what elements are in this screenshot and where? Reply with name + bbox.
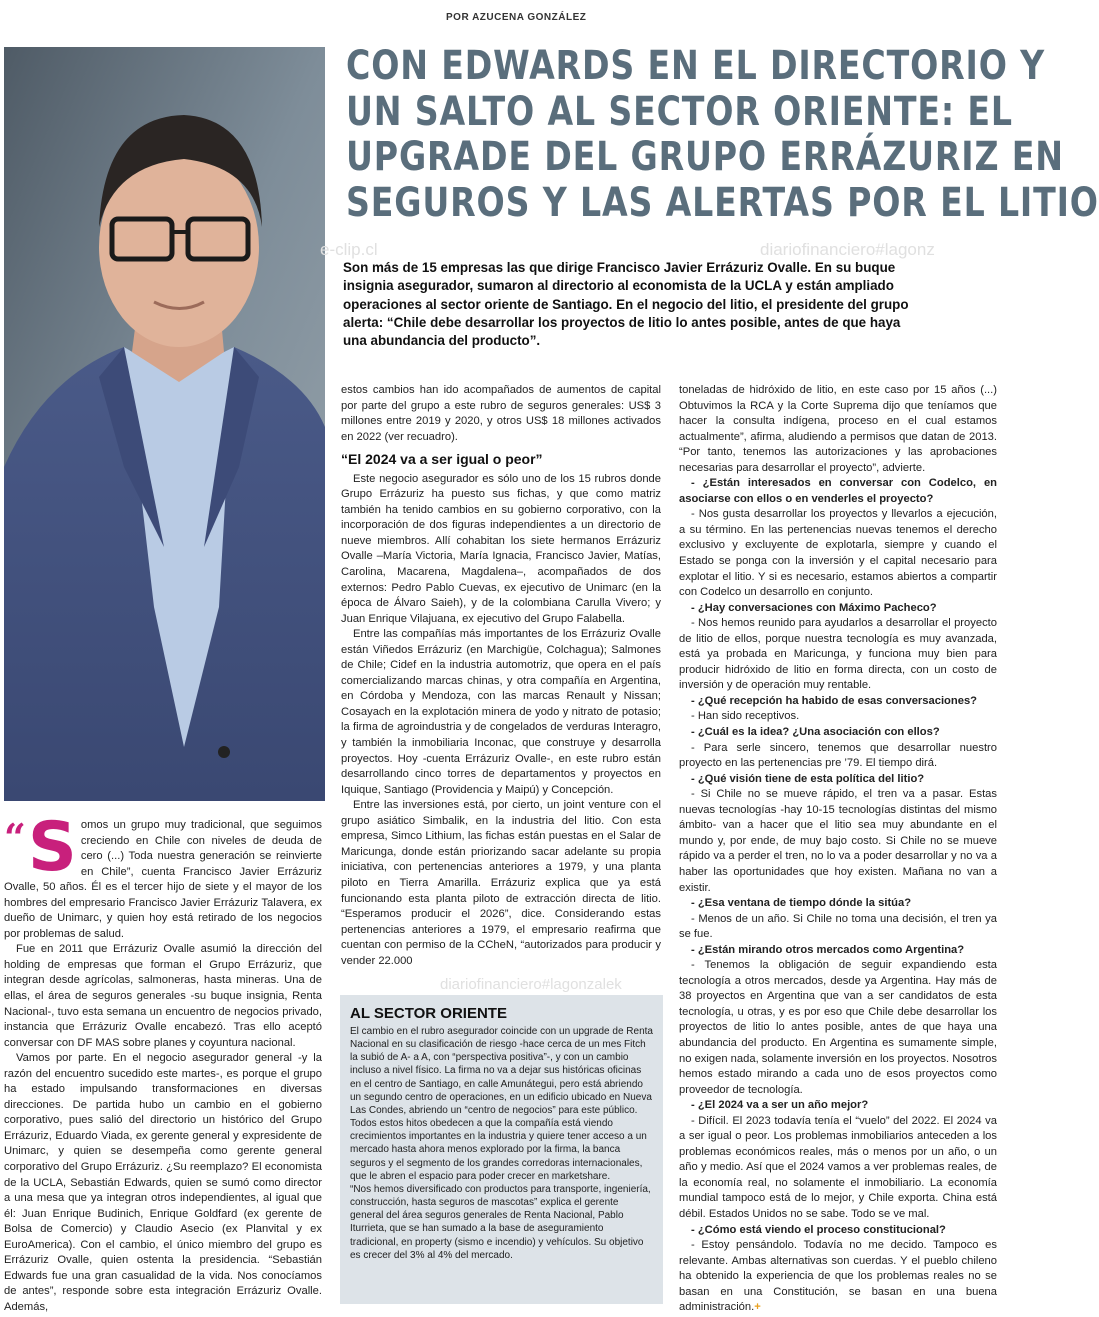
interview-answer: - Menos de un año. Si Chile no toma una decisión, el tren ya se fue. bbox=[679, 912, 997, 941]
byline: POR AZUCENA GONZÁLEZ bbox=[446, 12, 587, 23]
paragraph: Entre las inversiones está, por cierto, un joint venture con el grupo asiático Simbalik, en la industria del litio. Con esta empresa, Simco Lithium, las fichas están puestas en el Salar de Maricunga, donde están priorizando sacar adelante su propia iniciativa, con pertenencias anteriores a 1979, y una planta piloto en Tierra Amarilla. Errázuriz explica que ya está funcionando esta planta piloto de extracción directa de litio. “Esperamos producir el 2026”, dice. Considerando estas pertenencias anteriores a 1979, el empresario reafirma que cuentan con permiso de la CChеN, “autorizados para producir y vender 22.000 bbox=[341, 799, 661, 967]
interview-question: - ¿Qué recepción ha habido de esas conversaciones? bbox=[691, 694, 977, 707]
paragraph: Entre las compañías más importantes de los Errázuriz Ovalle están Viñedos Errázuriz (en Marchigüe, Colchagua); Salmones de Chile; Cidef en la industria automotriz, que opera en el país comercializando marcas chinas, y otra compañía en Argentina, en Córdoba y Mendoza, con las marcas Renault y Nissan; Cosayach en la explotación minera de yodo y nitrato de potasio; la firma de agroindustria y de congelados de verduras Interagro, y también la inmobiliaria Inconac, que construye y desarrolla proyectos. Hoy -cuenta Errázuriz Ovalle-, en este rubro están desarrollando cinco torres de departamentos y proyectos en Iquique, Santiago (Providencia y Maipú) y Concepción. bbox=[341, 628, 661, 796]
portrait-photo bbox=[4, 47, 325, 801]
interview-answer: - Si Chile no se mueve rápido, el tren va a pasar. Estas nuevas tecnologías -hay 10-15 tecnologías distintas del mismo ámbito- van a hacer que el litio sea muy abundante en el mundo y, por ende, de muy bajo costo. Si Chile no se mueve rápido va a perder el tren, no lo va a poder desarrollar y no va a haber las oportunidades que hoy existen. Mañana no van a existir. bbox=[679, 788, 997, 894]
drop-quote: “ bbox=[4, 815, 26, 860]
interview-question: - ¿Están interesados en conversar con Codelco, en asociarse con ellos o en venderles el proyecto? bbox=[679, 477, 997, 505]
headline-line-1: CON EDWARDS EN EL DIRECTORIO Y bbox=[346, 43, 1046, 89]
headline-line-3: UPGRADE DEL GRUPO ERRÁZURIZ EN bbox=[346, 134, 1064, 180]
drop-cap: S bbox=[27, 808, 77, 887]
interview-answer: - Tenemos la obligación de seguir expandiendo esta tecnología a otros mercados, desde ya Argentina. Hay más de 38 proyectos en Argentina que van a ser candidatos de esta tecnología, u otras, y es por eso que Chile debe desarrollar los proyectos de litio lo antes posible, antes de que haya una abundancia del producto. En Argentina es sumamente simple, no exigen nada, solamente inversión en los proyectos. Nosotros hemos estado mirando a cada uno de esos proyectos como proveedor de tecnología. bbox=[679, 959, 997, 1096]
column-2 bbox=[341, 383, 661, 969]
interview-question: - ¿Están mirando otros mercados como Argentina? bbox=[691, 943, 965, 956]
watermark: diariofinanciero#lagonz bbox=[760, 240, 935, 259]
paragraph: toneladas de hidróxido de litio, en este caso por 15 años (...) Obtuvimos la RCA y la Corte Suprema dijo que teníamos que hacer la consulta indígena, proceso en el cual estamos actualmente”, afirma, aludiendo a permisos que datan de 2013. “Por tanto, tenemos las autorizaciones y las aprobaciones necesarias para desarrollar el proyecto”, advierte. bbox=[679, 384, 997, 474]
watermark: diariofinanciero#lagonzalek bbox=[440, 976, 622, 993]
headline-line-4: SEGUROS Y LAS ALERTAS POR EL LITIO bbox=[346, 179, 1099, 226]
watermark: e-clip.cl bbox=[320, 240, 378, 259]
section-heading: “El 2024 va a ser igual o peor” bbox=[341, 451, 543, 468]
column-1 bbox=[4, 808, 322, 1316]
box-title: AL SECTOR ORIENTE bbox=[350, 1005, 507, 1022]
sidebar-box bbox=[340, 995, 663, 1304]
box-paragraph: El cambio en el rubro asegurador coincide con un upgrade de Renta Nacional en su clasificación de riesgo -hace cerca de un mes Fitch la subió de A- a A, con “perspectiva positiva”-, y con un cambio incluso a nivel físico. La firma no va a dejar sus históricas oficinas en el centro de Santiago, en calle Amunátegui, pero está abriendo un segundo centro de operaciones, en un edificio ubicado en Nueva Las Condes, abriendo un “centro de negocios” para este público. bbox=[350, 1026, 653, 1116]
interview-answer: - Nos hemos reunido para ayudarlos a desarrollar el proyecto de litio de ellos, porque nuestra tecnología es muy avanzada, está ya probada en Maricunga, y funciona muy bien para producir hidróxido de litio en forma directa, con un costo de inversión y de operación muy rentable. bbox=[679, 617, 997, 692]
box-paragraph: Todos estos hitos obedecen a que la compañía está viendo crecimientos importantes en la industria y quiere tener acceso a un mercado hasta ahora menos explorado por la firma, la banca seguros y el segmento de los grandes corredoras internacionales, que le abren el espacio para poder crecer en marketshare. bbox=[350, 1118, 647, 1182]
paragraph: omos un grupo muy tradicional, que seguimos creciendo en Chile con niveles de deuda de cero (...) Toda nuestra generación se reinvierte en Chile”, cuenta Francisco Javier Errázuriz Ovalle, 50 años. Él es el tercer hijo de siete y el mayor de los hombres del empresario Francisco Javier Errázuriz Talavera, ex dueño de Unimarc, y quien hoy está retirado de los negocios por problemas de salud. bbox=[4, 819, 322, 940]
interview-question: - ¿Esa ventana de tiempo dónde la sitúa? bbox=[691, 897, 912, 910]
interview-question: - ¿Qué visión tiene de esta política del litio? bbox=[691, 772, 925, 785]
paragraph: Fue en 2011 que Errázuriz Ovalle asumió la dirección del holding de empresas que forman el Grupo Errázuriz, que integran desde agrícolas, salmoneras, hasta mineras. Una de ellas, el área de seguros generales -su buque insignia, Renta Nacional-, tuvo esta semana un encuentro de negocios privado, instancia que Errázuriz Ovalle encabezó. Tras ello aceptó conversar con DF MAS sobre planes y coyuntura nacional. bbox=[4, 943, 322, 1049]
interview-answer: - Difícil. El 2023 todavía tenía el “vuelo” del 2022. El 2024 va a ser igual o peor. Los problemas inmobiliarios anteceden a los problemas económicos reales, más o menos por un año, o un año y medio. Así que el 2024 vamos a ver problemas reales, de la economía real, no solamente el inmobiliario. La economía mundial tampoco está de lo mejor, y Chile exporta. China está débil. Estados Unidos no se sabe. Todo se ve mal. bbox=[679, 1114, 997, 1220]
column-3 bbox=[679, 383, 997, 1316]
paragraph: Vamos por parte. En el negocio asegurador general -y la razón del encuentro sucedido este martes-, es porque el grupo ha estado impulsando transformaciones en diversas direcciones. De partida hubo un cambio en el gobierno corporativo, pues salió del directorio un histórico del Grupo Errázuriz, Eduardo Viada, ex gerente general y expresidente de Unimarc, y quien se desempeña como gerente general corporativo del Grupo Errázuriz. ¿Su reemplazo? El economista de la UCLA, Sebastián Edwards, quien se sumó como director a una mesa que ya integran otros independientes, al igual que él: Juan Enrique Budinich, Enrique Goldfard (ex gerente de Bolsa de Comercio) y Claudio Asecio (ex Planvital y ex EuroAmerica). Con el cambio, el único miembro del grupo es Errázuriz Ovalle, quien ostenta la presidencia. “Sebastián Edwards fue una gran casualidad de la vida. Nos conocíamos de antes”, responde sobre esta integración Errázuriz Ovalle. Además, bbox=[4, 1052, 322, 1313]
paragraph: estos cambios han ido acompañados de aumentos de capital por parte del grupo a este rubro de seguros generales: US$ 3 millones entre 2019 y 2020, y otros US$ 18 millones activados en 2022 (ver recuadro). bbox=[341, 384, 661, 443]
interview-question: - ¿Cómo está viendo el proceso constitucional? bbox=[691, 1223, 946, 1236]
interview-answer bbox=[679, 1238, 997, 1316]
end-mark: + bbox=[754, 1301, 761, 1314]
interview-answer: - Han sido receptivos. bbox=[691, 710, 800, 723]
headline bbox=[346, 43, 1099, 226]
interview-answer: - Para serle sincero, tenemos que desarrollar nuestro proyecto en las pertenencias pre ’79. El tiempo dirá. bbox=[679, 741, 997, 770]
paragraph: Este negocio asegurador es sólo uno de los 15 rubros donde Grupo Errázuriz ha puesto sus fichas, y que como matriz también ha tenido cambios en su gobierno corporativo, con la incorporación de dos figuras independientes a un directorio de nueve miembros. Allí cohabitan los siete hermanos Errázuriz Ovalle –María Victoria, María Ignacia, Francisco Javier, Matías, Carolina, Macarena, Magdalena–, acompañados de dos externos: Pedro Pablo Cuevas, ex ejecutivo de Unimarc (en la época de Álvaro Saieh), y de la colombiana Carulla Vivero; y Juan Enrique Vilajuana, ex ejecutivo del Grupo Falabella. bbox=[341, 472, 661, 625]
box-paragraph: “Nos hemos diversificado con productos para transporte, ingeniería, construcción, hasta seguros de mascotas” explica el gerente general del área seguros generales de Renta Nacional, Pablo Iturrieta, que se han sumado a la base de aseguramiento tradicional, en property (sismo e incendio) y vehículos. Su objetivo es crecer del 3% al 4% del mercado. bbox=[350, 1183, 651, 1261]
answer-text: - Estoy pensándolo. Todavía no me decido. Tampoco es relevante. Ambas alternativas son cuerdas. Y el pueblo chileno ha obtenido la experiencia de que los problemas reales no se basan en una Constitución, se basan en una buena administración. bbox=[679, 1239, 997, 1314]
headline-line-2: UN SALTO AL SECTOR ORIENTE: EL bbox=[346, 88, 1013, 135]
interview-question: - ¿Cuál es la idea? ¿Una asociación con ellos? bbox=[691, 726, 940, 739]
interview-answer: - Nos gusta desarrollar los proyectos y llevarlos a ejecución, a su término. En las pertenencias nuevas tenemos el derecho exclusivo y excluyente de explotarla, siempre y cuando el Estado se ponga con la inversión y el capital necesario para explotar el litio. Y si es necesario, estamos abiertos a compartir con Codelco un desarrollo en conjunto. bbox=[679, 508, 997, 599]
interview-question: - ¿Hay conversaciones con Máximo Pacheco? bbox=[691, 601, 937, 614]
lead-paragraph: Son más de 15 empresas las que dirige Francisco Javier Errázuriz Ovalle. En su buque insignia asegurador, sumaron al directorio al economista de la UCLA y están ampliado operaciones al sector oriente de Santiago. En el negocio del litio, el presidente del grupo alerta: “Chile debe desarrollar los proyectos de litio lo antes posible, antes de que haya una abundancia del producto”. bbox=[343, 260, 909, 349]
interview-question: - ¿El 2024 va a ser un año mejor? bbox=[691, 1099, 869, 1112]
